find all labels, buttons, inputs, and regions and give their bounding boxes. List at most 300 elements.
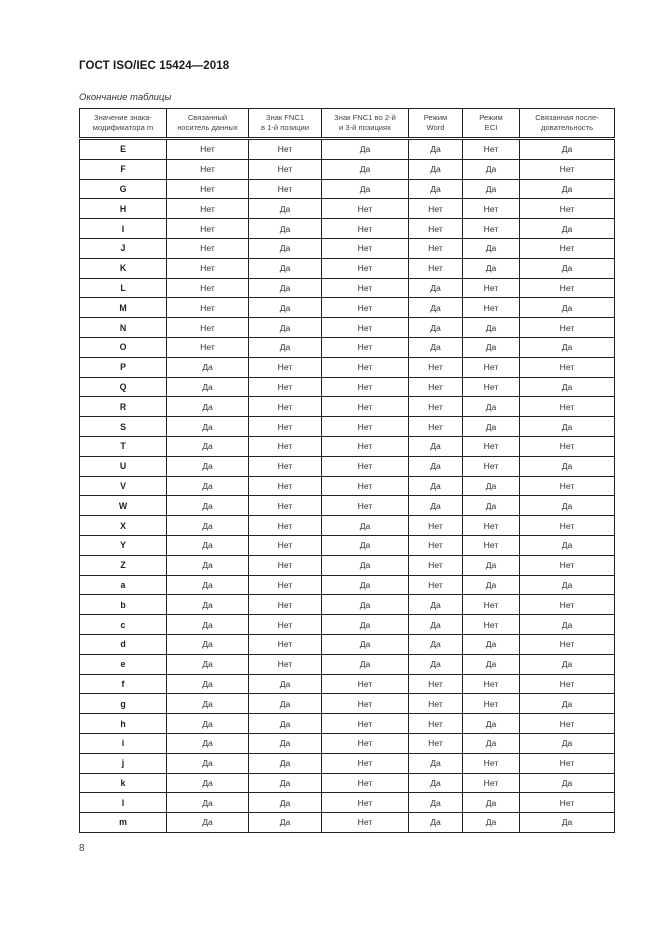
- modifier-value-cell: H: [80, 199, 167, 219]
- table-cell-col-linked-sequence: Нет: [520, 278, 615, 298]
- table-row: [80, 714, 615, 734]
- table-row: [80, 615, 615, 635]
- table-cell-col-linked-sequence: Да: [520, 377, 615, 397]
- table-cell-col-linked-sequence: Да: [520, 733, 615, 753]
- table-cell-col-eci-mode: Да: [463, 793, 520, 813]
- table-cell-col-linked-sequence: Нет: [520, 595, 615, 615]
- table-cell-col-linked-carrier: Нет: [167, 159, 249, 179]
- table-row: [80, 159, 615, 179]
- modifier-value-cell: X: [80, 516, 167, 536]
- table-cell-col-fnc1-first: Нет: [249, 575, 322, 595]
- table-cell-col-fnc1-second-third: Нет: [322, 397, 409, 417]
- table-cell-col-word-mode: Да: [409, 813, 463, 833]
- header-line: Связанная после-: [535, 113, 599, 122]
- table-cell-col-eci-mode: Нет: [463, 773, 520, 793]
- table-row: [80, 595, 615, 615]
- table-cell-col-linked-carrier: Да: [167, 773, 249, 793]
- table-cell-col-linked-sequence: Да: [520, 694, 615, 714]
- table-cell-col-fnc1-second-third: Нет: [322, 714, 409, 734]
- table-cell-col-fnc1-second-third: Нет: [322, 318, 409, 338]
- table-cell-col-linked-sequence: Да: [520, 654, 615, 674]
- table-cell-col-fnc1-second-third: Нет: [322, 436, 409, 456]
- table-cell-col-word-mode: Нет: [409, 733, 463, 753]
- table-row: [80, 535, 615, 555]
- table-cell-col-linked-sequence: Да: [520, 139, 615, 160]
- table-body: [80, 139, 615, 833]
- table-cell-col-fnc1-second-third: Да: [322, 555, 409, 575]
- table-cell-col-eci-mode: Да: [463, 813, 520, 833]
- table-cell-col-eci-mode: Да: [463, 159, 520, 179]
- table-cell-col-linked-carrier: Нет: [167, 238, 249, 258]
- table-cell-col-fnc1-first: Да: [249, 773, 322, 793]
- table-cell-col-linked-carrier: Да: [167, 535, 249, 555]
- table-cell-col-linked-sequence: Нет: [520, 634, 615, 654]
- table-cell-col-linked-carrier: Да: [167, 476, 249, 496]
- modifier-value-cell: M: [80, 298, 167, 318]
- table-cell-col-word-mode: Нет: [409, 694, 463, 714]
- table-cell-col-eci-mode: Нет: [463, 753, 520, 773]
- table-cell-col-word-mode: Да: [409, 476, 463, 496]
- modifier-value-cell: a: [80, 575, 167, 595]
- table-cell-col-eci-mode: Да: [463, 337, 520, 357]
- table-cell-col-fnc1-first: Нет: [249, 496, 322, 516]
- table-row: [80, 417, 615, 437]
- table-cell-col-eci-mode: Нет: [463, 199, 520, 219]
- table-cell-col-fnc1-first: Нет: [249, 634, 322, 654]
- modifier-value-cell: I: [80, 219, 167, 239]
- table-cell-col-fnc1-second-third: Нет: [322, 278, 409, 298]
- table-caption: Окончание таблицы: [79, 92, 172, 103]
- table-row: [80, 436, 615, 456]
- table-cell-col-eci-mode: Нет: [463, 219, 520, 239]
- table-row: [80, 555, 615, 575]
- table-row: [80, 219, 615, 239]
- table-cell-col-word-mode: Нет: [409, 674, 463, 694]
- table-cell-col-linked-carrier: Нет: [167, 179, 249, 199]
- table-cell-col-fnc1-second-third: Да: [322, 615, 409, 635]
- table-cell-col-linked-carrier: Нет: [167, 139, 249, 160]
- table-cell-col-linked-carrier: Да: [167, 397, 249, 417]
- table-cell-col-word-mode: Да: [409, 159, 463, 179]
- modifier-value-cell: e: [80, 654, 167, 674]
- table-cell-col-fnc1-second-third: Нет: [322, 793, 409, 813]
- table-cell-col-fnc1-second-third: Нет: [322, 298, 409, 318]
- table-cell-col-eci-mode: Нет: [463, 456, 520, 476]
- table-cell-col-fnc1-second-third: Нет: [322, 476, 409, 496]
- table-cell-col-word-mode: Нет: [409, 377, 463, 397]
- modifier-value-cell: h: [80, 714, 167, 734]
- table-cell-col-fnc1-second-third: Да: [322, 654, 409, 674]
- table-cell-col-linked-sequence: Да: [520, 456, 615, 476]
- table-cell-col-linked-sequence: Нет: [520, 555, 615, 575]
- table-cell-col-word-mode: Да: [409, 634, 463, 654]
- modifier-value-cell: g: [80, 694, 167, 714]
- table-cell-col-eci-mode: Нет: [463, 436, 520, 456]
- modifier-value-cell: F: [80, 159, 167, 179]
- table-cell-col-eci-mode: Да: [463, 555, 520, 575]
- modifier-value-cell: b: [80, 595, 167, 615]
- table-row: [80, 733, 615, 753]
- table-cell-col-fnc1-second-third: Да: [322, 139, 409, 160]
- modifier-value-cell: m: [80, 813, 167, 833]
- table-cell-col-eci-mode: Нет: [463, 615, 520, 635]
- table-cell-col-fnc1-first: Нет: [249, 476, 322, 496]
- table-cell-col-fnc1-first: Да: [249, 813, 322, 833]
- table-cell-col-fnc1-first: Нет: [249, 417, 322, 437]
- table-cell-col-fnc1-second-third: Нет: [322, 753, 409, 773]
- table-cell-col-word-mode: Нет: [409, 535, 463, 555]
- table-cell-col-fnc1-second-third: Нет: [322, 694, 409, 714]
- modifier-value-cell: V: [80, 476, 167, 496]
- modifier-value-cell: P: [80, 357, 167, 377]
- table-cell-col-word-mode: Нет: [409, 258, 463, 278]
- header-line: ECI: [484, 123, 498, 132]
- table-cell-col-fnc1-first: Нет: [249, 555, 322, 575]
- table-cell-col-word-mode: Нет: [409, 575, 463, 595]
- table-cell-col-linked-sequence: Да: [520, 219, 615, 239]
- table-cell-col-fnc1-first: Да: [249, 733, 322, 753]
- modifier-value-cell: O: [80, 337, 167, 357]
- table-cell-col-linked-sequence: Нет: [520, 199, 615, 219]
- table-cell-col-eci-mode: Нет: [463, 139, 520, 160]
- table-cell-col-fnc1-first: Нет: [249, 179, 322, 199]
- modifier-value-cell: j: [80, 753, 167, 773]
- modifier-value-cell: f: [80, 674, 167, 694]
- table-cell-col-eci-mode: Нет: [463, 516, 520, 536]
- header-line: Режим: [479, 113, 503, 122]
- modifier-value-cell: S: [80, 417, 167, 437]
- table-row: [80, 337, 615, 357]
- table-row: [80, 575, 615, 595]
- modifier-table: [79, 108, 615, 833]
- table-cell-col-fnc1-first: Нет: [249, 456, 322, 476]
- table-cell-col-linked-sequence: Да: [520, 535, 615, 555]
- modifier-value-cell: T: [80, 436, 167, 456]
- table-row: [80, 516, 615, 536]
- table-cell-col-eci-mode: Да: [463, 476, 520, 496]
- table-row: [80, 318, 615, 338]
- table-cell-col-fnc1-second-third: Нет: [322, 674, 409, 694]
- table-cell-col-fnc1-first: Да: [249, 318, 322, 338]
- modifier-value-cell: c: [80, 615, 167, 635]
- table-cell-col-fnc1-first: Да: [249, 337, 322, 357]
- header-col-linked-sequence: [520, 109, 615, 139]
- table-cell-col-linked-sequence: Да: [520, 813, 615, 833]
- table-cell-col-linked-sequence: Нет: [520, 714, 615, 734]
- table-cell-col-fnc1-second-third: Нет: [322, 733, 409, 753]
- header-line: модификатора m: [92, 123, 154, 132]
- table-cell-col-eci-mode: Да: [463, 179, 520, 199]
- table-cell-col-linked-sequence: Нет: [520, 318, 615, 338]
- table-cell-col-linked-sequence: Нет: [520, 357, 615, 377]
- table-cell-col-eci-mode: Нет: [463, 595, 520, 615]
- modifier-value-cell: R: [80, 397, 167, 417]
- table-cell-col-linked-carrier: Да: [167, 793, 249, 813]
- header-col-modifier-value: [80, 109, 167, 139]
- table-cell-col-linked-sequence: Нет: [520, 238, 615, 258]
- table-cell-col-fnc1-first: Нет: [249, 615, 322, 635]
- table-cell-col-word-mode: Да: [409, 793, 463, 813]
- table-row: [80, 139, 615, 160]
- table-row: [80, 813, 615, 833]
- table-cell-col-linked-sequence: Нет: [520, 753, 615, 773]
- modifier-value-cell: L: [80, 278, 167, 298]
- table-cell-col-linked-carrier: Да: [167, 436, 249, 456]
- table-cell-col-linked-carrier: Да: [167, 694, 249, 714]
- table-header-row: [80, 109, 615, 139]
- table-row: [80, 694, 615, 714]
- table-cell-col-fnc1-second-third: Нет: [322, 337, 409, 357]
- table-cell-col-fnc1-first: Нет: [249, 516, 322, 536]
- table-cell-col-linked-sequence: Нет: [520, 397, 615, 417]
- modifier-value-cell: G: [80, 179, 167, 199]
- table-cell-col-fnc1-first: Да: [249, 793, 322, 813]
- header-line: Знак FNC1 во 2-й: [334, 113, 396, 122]
- table-cell-col-fnc1-first: Да: [249, 694, 322, 714]
- table-cell-col-eci-mode: Нет: [463, 377, 520, 397]
- table-cell-col-word-mode: Нет: [409, 714, 463, 734]
- table-cell-col-eci-mode: Да: [463, 654, 520, 674]
- header-col-linked-carrier: [167, 109, 249, 139]
- table-cell-col-linked-carrier: Да: [167, 654, 249, 674]
- table-cell-col-word-mode: Нет: [409, 219, 463, 239]
- table-cell-col-linked-sequence: Нет: [520, 674, 615, 694]
- table-row: [80, 456, 615, 476]
- table-cell-col-fnc1-first: Да: [249, 258, 322, 278]
- table-cell-col-fnc1-first: Нет: [249, 397, 322, 417]
- table-cell-col-linked-sequence: Нет: [520, 159, 615, 179]
- table-cell-col-linked-carrier: Да: [167, 575, 249, 595]
- table-cell-col-linked-carrier: Да: [167, 357, 249, 377]
- table-cell-col-linked-carrier: Да: [167, 813, 249, 833]
- table-cell-col-fnc1-second-third: Нет: [322, 219, 409, 239]
- table-cell-col-eci-mode: Нет: [463, 298, 520, 318]
- table-cell-col-word-mode: Да: [409, 615, 463, 635]
- table-cell-col-eci-mode: Да: [463, 417, 520, 437]
- page-number: 8: [79, 843, 85, 854]
- table-cell-col-fnc1-first: Да: [249, 674, 322, 694]
- header-col-eci-mode: [463, 109, 520, 139]
- table-cell-col-word-mode: Да: [409, 496, 463, 516]
- table-cell-col-fnc1-first: Нет: [249, 436, 322, 456]
- table-row: [80, 793, 615, 813]
- table-cell-col-fnc1-first: Да: [249, 298, 322, 318]
- table-row: [80, 476, 615, 496]
- header-line: носитель данных: [177, 123, 238, 132]
- table-row: [80, 199, 615, 219]
- table-cell-col-fnc1-second-third: Да: [322, 634, 409, 654]
- header-col-word-mode: [409, 109, 463, 139]
- table-cell-col-word-mode: Нет: [409, 397, 463, 417]
- table-cell-col-linked-sequence: Нет: [520, 516, 615, 536]
- table-cell-col-linked-sequence: Нет: [520, 793, 615, 813]
- table-cell-col-fnc1-first: Да: [249, 714, 322, 734]
- modifier-value-cell: E: [80, 139, 167, 160]
- table-cell-col-linked-carrier: Да: [167, 417, 249, 437]
- modifier-value-cell: U: [80, 456, 167, 476]
- table-cell-col-fnc1-first: Нет: [249, 595, 322, 615]
- table-row: [80, 179, 615, 199]
- table-cell-col-fnc1-second-third: Нет: [322, 258, 409, 278]
- table-cell-col-linked-sequence: Да: [520, 337, 615, 357]
- table-cell-col-fnc1-first: Нет: [249, 377, 322, 397]
- header-line: Word: [426, 123, 445, 132]
- table-cell-col-fnc1-second-third: Нет: [322, 377, 409, 397]
- header-line: Связанный: [187, 113, 228, 122]
- table-cell-col-eci-mode: Да: [463, 733, 520, 753]
- table-cell-col-linked-carrier: Да: [167, 733, 249, 753]
- table-row: [80, 773, 615, 793]
- table-cell-col-word-mode: Нет: [409, 516, 463, 536]
- table-cell-col-fnc1-second-third: Нет: [322, 813, 409, 833]
- table-cell-col-fnc1-first: Да: [249, 278, 322, 298]
- header-col-fnc1-first: [249, 109, 322, 139]
- table-cell-col-fnc1-first: Да: [249, 219, 322, 239]
- header-line: в 1-й позиции: [260, 123, 310, 132]
- table-cell-col-word-mode: Да: [409, 436, 463, 456]
- table-cell-col-fnc1-first: Нет: [249, 535, 322, 555]
- table-cell-col-linked-carrier: Да: [167, 377, 249, 397]
- table-cell-col-fnc1-second-third: Да: [322, 595, 409, 615]
- table-cell-col-word-mode: Да: [409, 753, 463, 773]
- table-cell-col-fnc1-first: Нет: [249, 159, 322, 179]
- table-cell-col-word-mode: Да: [409, 318, 463, 338]
- table-cell-col-linked-carrier: Да: [167, 714, 249, 734]
- table-row: [80, 357, 615, 377]
- table-row: [80, 377, 615, 397]
- header-line: и 3-й позициях: [339, 123, 391, 132]
- table-cell-col-fnc1-second-third: Нет: [322, 357, 409, 377]
- table-cell-col-linked-sequence: Да: [520, 417, 615, 437]
- table-cell-col-fnc1-second-third: Да: [322, 159, 409, 179]
- table-cell-col-word-mode: Нет: [409, 417, 463, 437]
- table-cell-col-eci-mode: Нет: [463, 674, 520, 694]
- table-cell-col-fnc1-first: Нет: [249, 654, 322, 674]
- table-cell-col-word-mode: Нет: [409, 199, 463, 219]
- modifier-value-cell: i: [80, 733, 167, 753]
- table-row: [80, 258, 615, 278]
- table-cell-col-eci-mode: Да: [463, 258, 520, 278]
- table-cell-col-fnc1-second-third: Да: [322, 575, 409, 595]
- table-cell-col-linked-sequence: Да: [520, 258, 615, 278]
- table-cell-col-eci-mode: Да: [463, 238, 520, 258]
- table-cell-col-linked-sequence: Да: [520, 575, 615, 595]
- table-cell-col-word-mode: Да: [409, 654, 463, 674]
- header-col-fnc1-second-third: [322, 109, 409, 139]
- table-cell-col-linked-sequence: Да: [520, 773, 615, 793]
- table-cell-col-word-mode: Да: [409, 595, 463, 615]
- table-cell-col-linked-carrier: Да: [167, 674, 249, 694]
- table-cell-col-fnc1-first: Нет: [249, 357, 322, 377]
- table-row: [80, 278, 615, 298]
- table-cell-col-word-mode: Да: [409, 278, 463, 298]
- table-cell-col-eci-mode: Да: [463, 496, 520, 516]
- table-cell-col-word-mode: Да: [409, 773, 463, 793]
- table-cell-col-word-mode: Да: [409, 179, 463, 199]
- table-cell-col-eci-mode: Да: [463, 397, 520, 417]
- table-row: [80, 753, 615, 773]
- table-cell-col-fnc1-first: Да: [249, 753, 322, 773]
- table-cell-col-eci-mode: Да: [463, 575, 520, 595]
- table-cell-col-word-mode: Да: [409, 298, 463, 318]
- table-cell-col-linked-carrier: Да: [167, 496, 249, 516]
- modifier-value-cell: J: [80, 238, 167, 258]
- table-cell-col-linked-carrier: Да: [167, 634, 249, 654]
- table-cell-col-word-mode: Нет: [409, 555, 463, 575]
- table-cell-col-linked-carrier: Нет: [167, 318, 249, 338]
- modifier-value-cell: W: [80, 496, 167, 516]
- table-cell-col-linked-carrier: Да: [167, 516, 249, 536]
- modifier-value-cell: K: [80, 258, 167, 278]
- header-line: довательность: [540, 123, 594, 132]
- table-cell-col-eci-mode: Нет: [463, 278, 520, 298]
- table-cell-col-linked-sequence: Нет: [520, 476, 615, 496]
- table-cell-col-fnc1-first: Нет: [249, 139, 322, 160]
- table-cell-col-fnc1-first: Да: [249, 199, 322, 219]
- table-cell-col-fnc1-second-third: Нет: [322, 238, 409, 258]
- table-cell-col-linked-carrier: Нет: [167, 337, 249, 357]
- table-cell-col-fnc1-second-third: Нет: [322, 456, 409, 476]
- modifier-value-cell: N: [80, 318, 167, 338]
- table-row: [80, 496, 615, 516]
- table-cell-col-linked-sequence: Да: [520, 496, 615, 516]
- table-cell-col-linked-sequence: Да: [520, 615, 615, 635]
- table-row: [80, 674, 615, 694]
- table-cell-col-linked-carrier: Нет: [167, 258, 249, 278]
- table-cell-col-linked-sequence: Нет: [520, 436, 615, 456]
- table-cell-col-fnc1-second-third: Нет: [322, 773, 409, 793]
- table-cell-col-linked-carrier: Да: [167, 615, 249, 635]
- table-cell-col-fnc1-second-third: Да: [322, 535, 409, 555]
- table-cell-col-word-mode: Да: [409, 456, 463, 476]
- table-cell-col-fnc1-second-third: Нет: [322, 496, 409, 516]
- table-cell-col-eci-mode: Да: [463, 318, 520, 338]
- table-cell-col-linked-carrier: Да: [167, 753, 249, 773]
- table-row: [80, 397, 615, 417]
- table-cell-col-eci-mode: Да: [463, 634, 520, 654]
- table-cell-col-linked-carrier: Да: [167, 456, 249, 476]
- modifier-value-cell: Z: [80, 555, 167, 575]
- modifier-value-cell: Q: [80, 377, 167, 397]
- table-cell-col-linked-carrier: Нет: [167, 219, 249, 239]
- modifier-value-cell: k: [80, 773, 167, 793]
- table-cell-col-word-mode: Нет: [409, 238, 463, 258]
- header-line: Режим: [423, 113, 448, 122]
- table-cell-col-fnc1-second-third: Да: [322, 516, 409, 536]
- table-cell-col-eci-mode: Нет: [463, 535, 520, 555]
- table-cell-col-linked-carrier: Нет: [167, 278, 249, 298]
- table-row: [80, 634, 615, 654]
- table-cell-col-word-mode: Да: [409, 139, 463, 160]
- table-cell-col-linked-carrier: Нет: [167, 199, 249, 219]
- table-cell-col-eci-mode: Нет: [463, 357, 520, 377]
- table-cell-col-linked-carrier: Да: [167, 595, 249, 615]
- table-cell-col-word-mode: Нет: [409, 357, 463, 377]
- table-cell-col-word-mode: Да: [409, 337, 463, 357]
- modifier-value-cell: d: [80, 634, 167, 654]
- table-cell-col-eci-mode: Да: [463, 714, 520, 734]
- table-row: [80, 654, 615, 674]
- modifier-value-cell: Y: [80, 535, 167, 555]
- table-cell-col-fnc1-second-third: Нет: [322, 417, 409, 437]
- document-title: ГОСТ ISO/IEC 15424—2018: [79, 60, 230, 72]
- modifier-value-cell: l: [80, 793, 167, 813]
- header-line: Значение знака-: [94, 113, 152, 122]
- table-row: [80, 238, 615, 258]
- table-cell-col-fnc1-second-third: Да: [322, 179, 409, 199]
- table-cell-col-fnc1-first: Да: [249, 238, 322, 258]
- table-row: [80, 298, 615, 318]
